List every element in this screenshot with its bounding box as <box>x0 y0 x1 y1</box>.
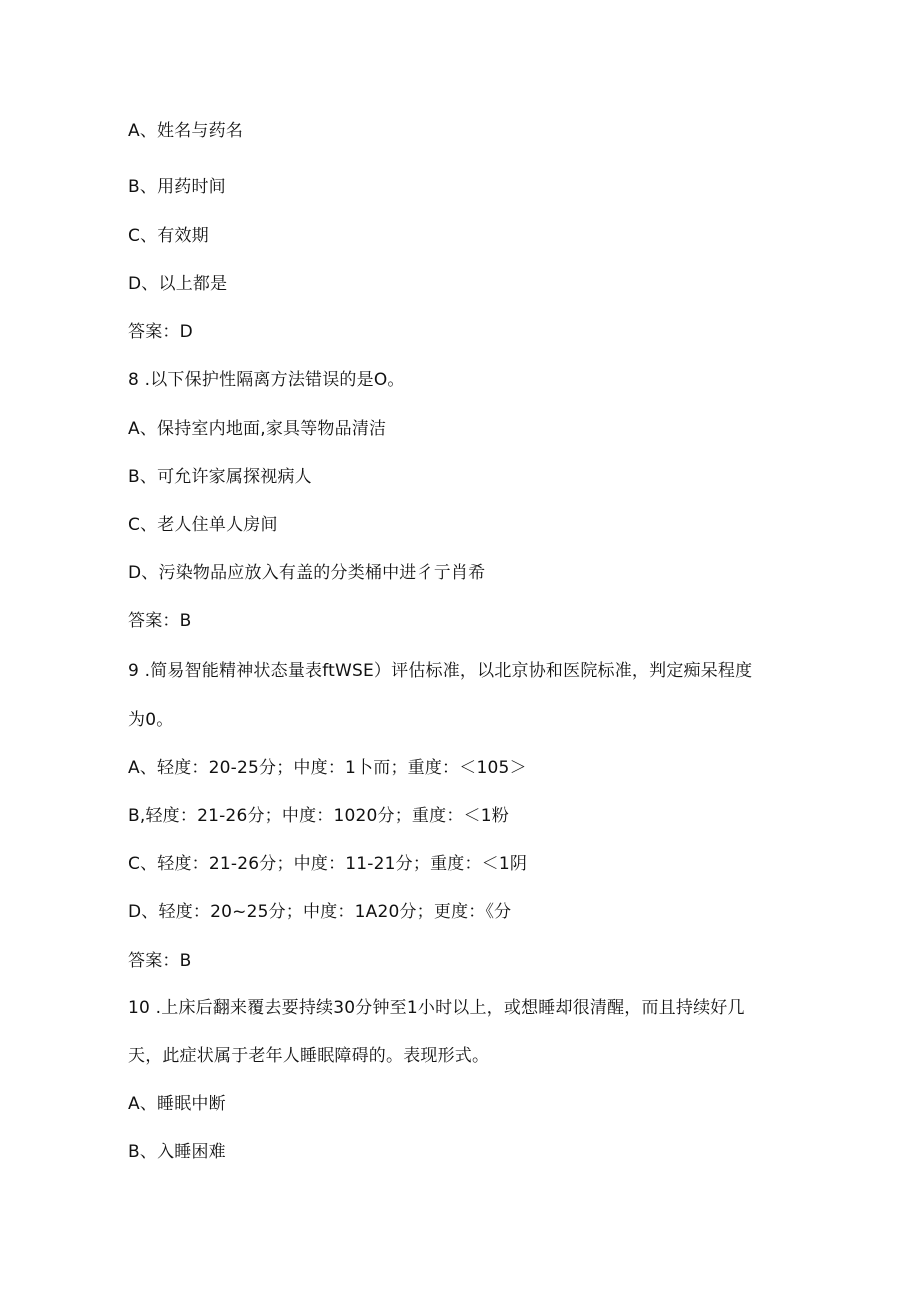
q8-answer: 答案：B <box>128 611 192 631</box>
q8-option-a: A、保持室内地面,家具等物品清洁 <box>128 419 387 439</box>
q10-question-line2: 天，此症状属于老年人睡眠障碍的。表现形式。 <box>128 1046 490 1066</box>
q9-option-d: D、轻度：20~25分；中度：1A20分；更度：《分 <box>128 902 512 922</box>
q7-option-a: A、姓名与药名 <box>128 121 244 141</box>
q9-question-line2: 为0。 <box>128 710 174 730</box>
q8-option-b: B、可允许家属探视病人 <box>128 467 312 487</box>
q9-answer: 答案：B <box>128 951 192 971</box>
q7-answer: 答案：D <box>128 322 193 342</box>
q7-option-d: D、以上都是 <box>128 274 228 294</box>
q10-option-a: A、睡眠中断 <box>128 1094 226 1114</box>
q7-option-b: B、用药时间 <box>128 177 226 197</box>
q9-option-c: C、轻度：21-26分；中度：11-21分；重度：＜1阴 <box>128 854 528 874</box>
q9-option-a: A、轻度：20-25分；中度：1卜而；重度：＜105＞ <box>128 758 527 778</box>
q7-option-c: C、有效期 <box>128 226 209 246</box>
q9-question-line1: 9 .简易智能精神状态量表ftWSE）评估标准，以北京协和医院标准，判定痴呆程度 <box>128 661 753 681</box>
q10-option-b: B、入睡困难 <box>128 1142 226 1162</box>
q9-option-b: B,轻度：21-26分；中度：1020分；重度：＜1粉 <box>128 806 509 826</box>
q10-question-line1: 10 .上床后翻来覆去要持续30分钟至1小时以上，或想睡却很清醒，而且持续好几 <box>128 998 745 1018</box>
q8-question: 8 .以下保护性隔离方法错误的是O。 <box>128 370 405 390</box>
q8-option-d: D、污染物品应放入有盖的分类桶中进彳亍肖希 <box>128 563 486 583</box>
q8-option-c: C、老人住单人房间 <box>128 515 278 535</box>
